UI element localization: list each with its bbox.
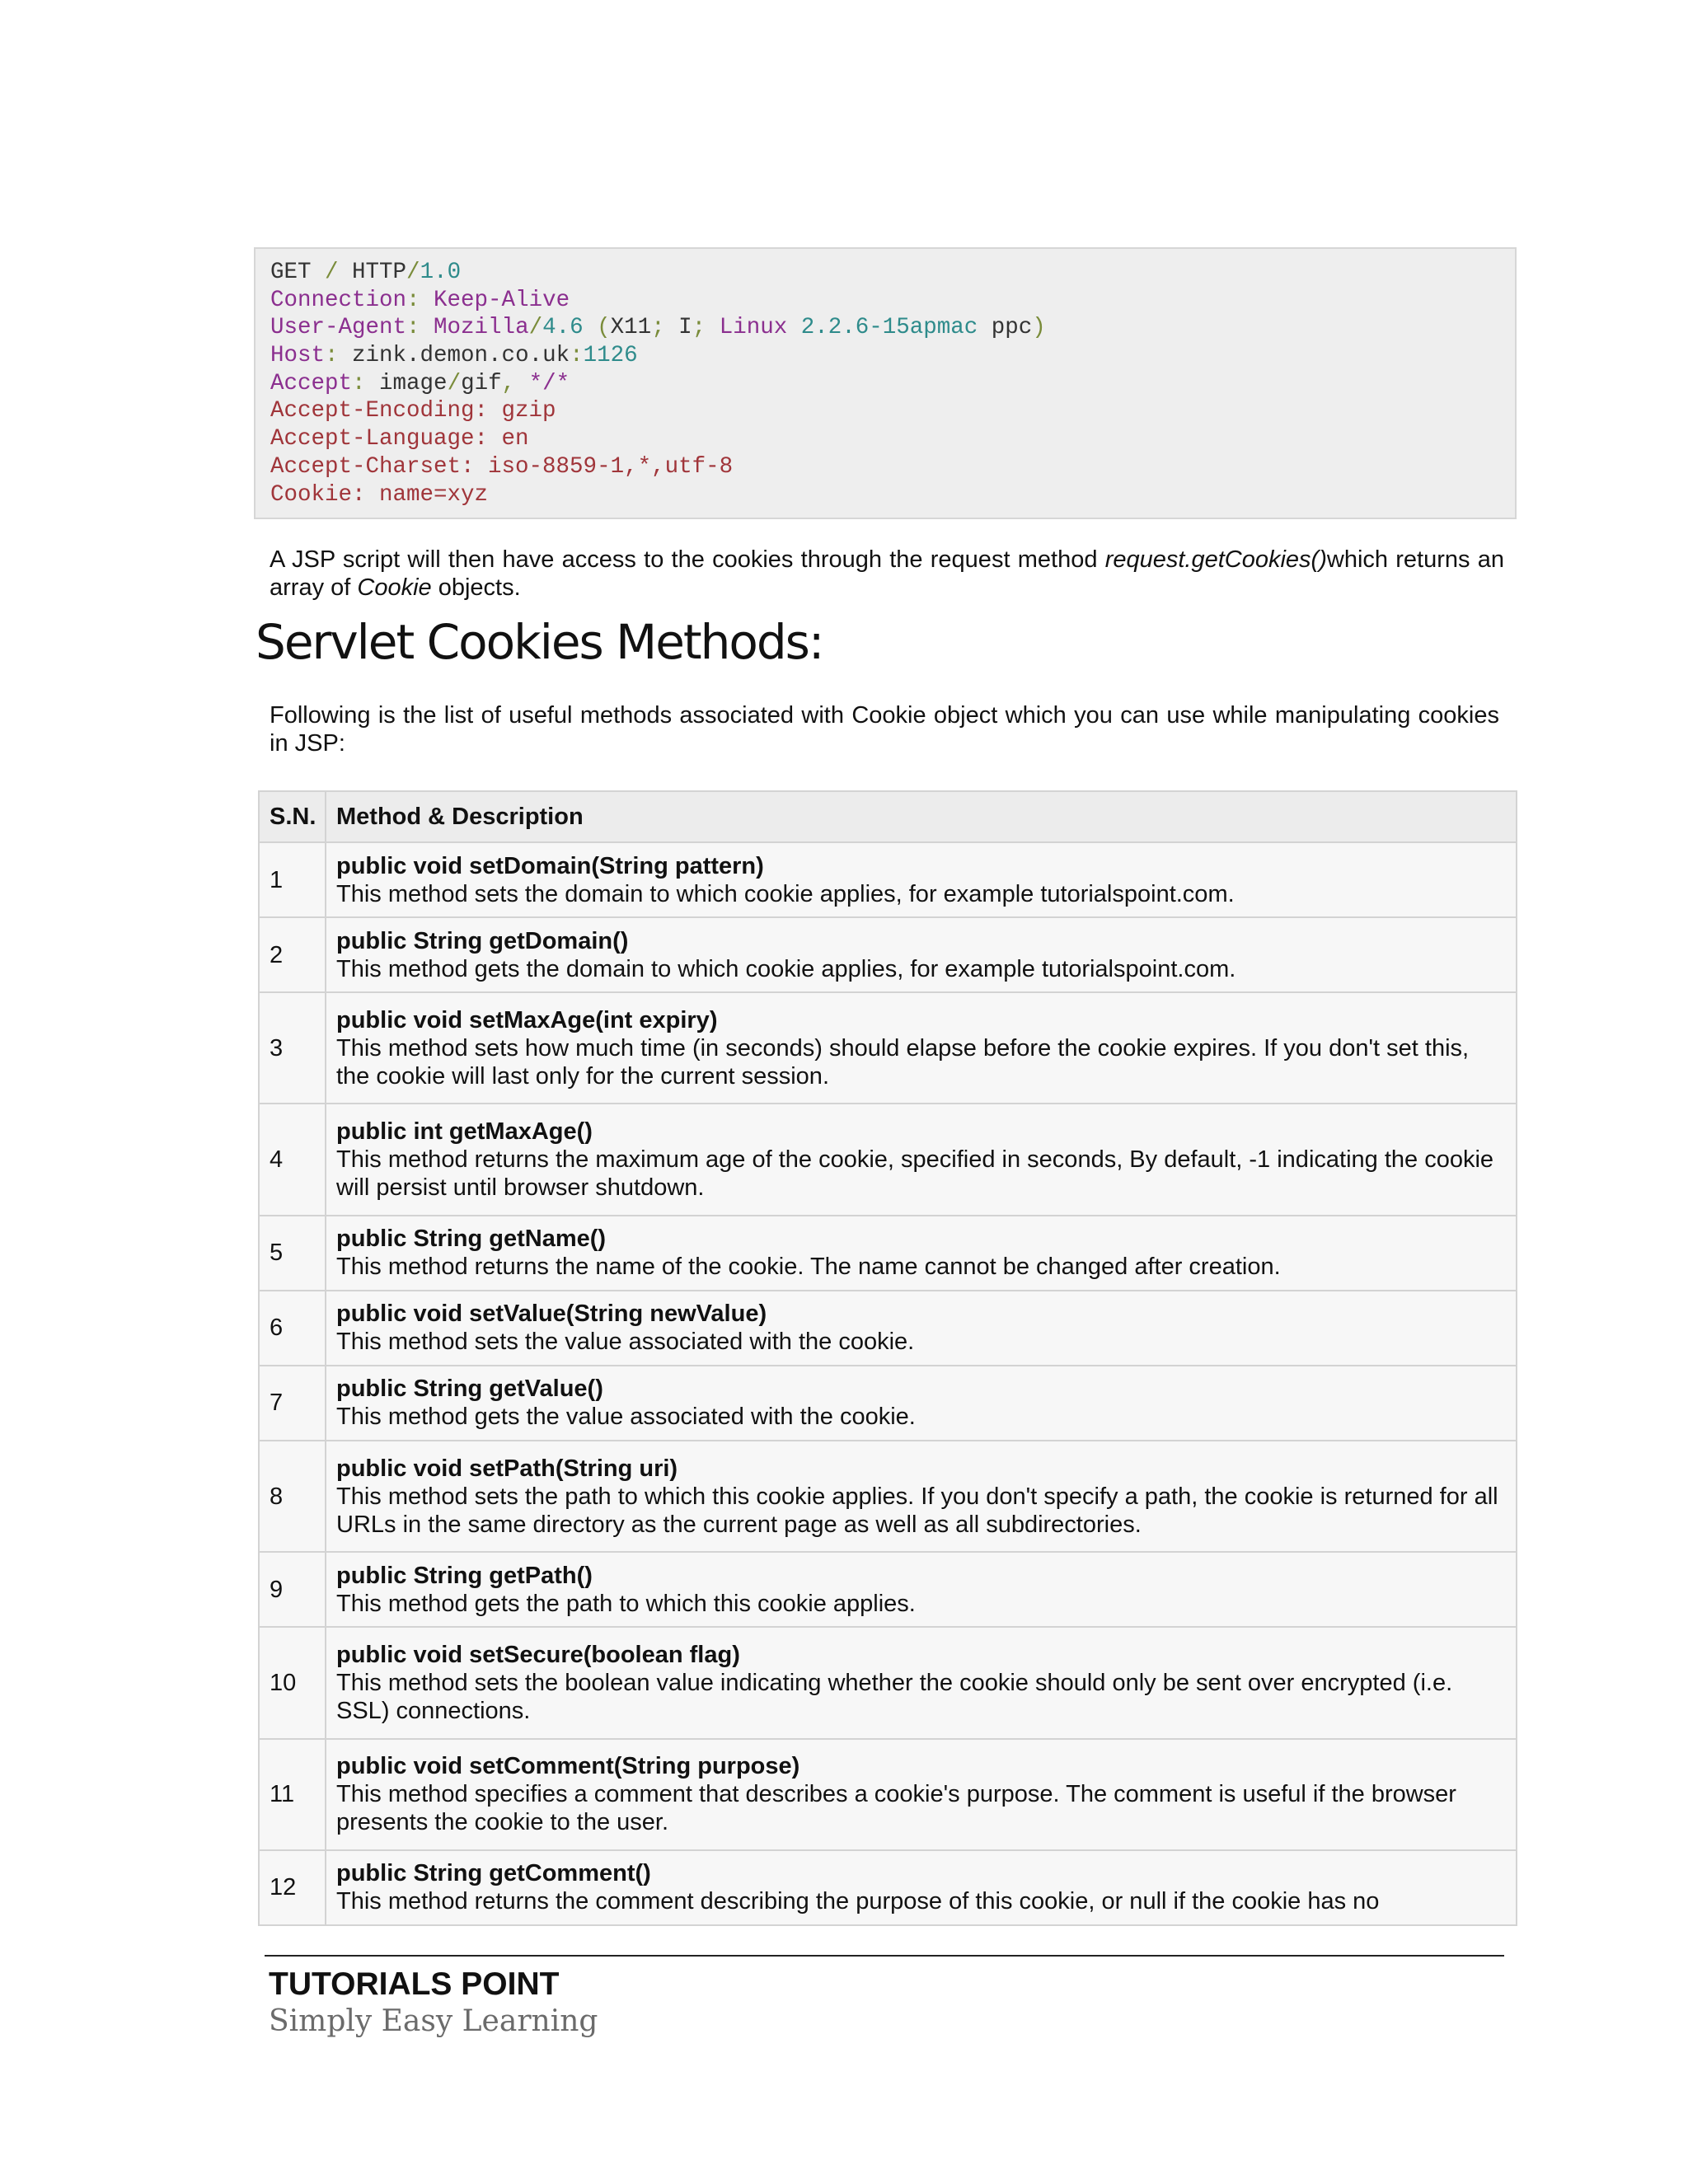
code-token: :: [325, 343, 353, 369]
table-row: [259, 1627, 1517, 1738]
header-sn: S.N.: [259, 791, 326, 842]
code-token: :: [406, 315, 434, 341]
method-description: This method gets the domain to which cookie applies, for example tutorialspoint.com.: [336, 955, 1236, 982]
table-row: [259, 1739, 1517, 1850]
row-method-cell: [326, 842, 1517, 917]
row-method-cell: [326, 1739, 1517, 1850]
method-signature: public void setSecure(boolean flag): [336, 1641, 740, 1668]
method-description: This method gets the path to which this cookie applies.: [336, 1590, 916, 1617]
method-description: This method returns the maximum age of the cookie, specified in seconds, By default, -1 indicating the cookie will persist until browser shutdown.: [336, 1146, 1494, 1202]
intro-paragraph: [270, 546, 1504, 602]
code-line: [270, 481, 1500, 509]
row-sn: 5: [259, 1216, 326, 1291]
row-sn: 1: [259, 842, 326, 917]
table-row: [259, 842, 1517, 917]
code-token: Accept: [270, 370, 353, 396]
method-signature: public int getMaxAge(): [336, 1118, 593, 1146]
row-sn: 3: [259, 992, 326, 1104]
row-method-cell: [326, 1291, 1517, 1366]
code-token: Linux: [719, 315, 788, 341]
row-method-cell: [326, 917, 1517, 992]
code-token: User-Agent: [270, 315, 407, 341]
row-method-cell: [326, 1216, 1517, 1291]
code-token: :: [352, 370, 380, 396]
method-description: This method sets the domain to which cookie applies, for example tutorialspoint.com.: [336, 880, 1235, 907]
code-token: ,: [501, 370, 529, 396]
row-method-cell: [326, 992, 1517, 1104]
row-method-cell: [326, 1104, 1517, 1215]
code-token: Host: [270, 343, 326, 369]
code-token: /: [406, 260, 420, 285]
row-sn: 11: [259, 1739, 326, 1850]
code-token: /: [528, 315, 543, 341]
table-row: [259, 1441, 1517, 1552]
code-line: [270, 397, 1500, 425]
code-token: Connection: [270, 287, 407, 313]
code-token: gif: [461, 370, 502, 396]
method-description: This method returns the comment describing the purpose of this cookie, or null if the cookie has no: [336, 1888, 1380, 1915]
method-signature: public void setValue(String newValue): [336, 1301, 767, 1328]
code-line: [270, 342, 1500, 370]
row-sn: 2: [259, 917, 326, 992]
table-row: [259, 992, 1517, 1104]
method-signature: public void setComment(String purpose): [336, 1753, 800, 1780]
code-line: [270, 370, 1500, 398]
code-token: :: [570, 343, 584, 369]
http-request-code-block: [254, 247, 1517, 519]
footer-tagline: Simply Easy Learning: [269, 2004, 598, 2038]
code-token: ppc: [978, 315, 1033, 341]
row-sn: 8: [259, 1441, 326, 1552]
method-description: This method specifies a comment that describes a cookie's purpose. The comment is useful if the browser presents the cookie to the user.: [336, 1781, 1456, 1836]
code-token: Keep-Alive: [434, 287, 570, 313]
method-signature: public String getComment(): [336, 1860, 651, 1887]
intro-object-name: Cookie: [357, 574, 432, 601]
table-row: [259, 1104, 1517, 1215]
code-token: ): [1032, 315, 1046, 341]
method-signature: public String getDomain(): [336, 927, 629, 954]
code-token: [787, 315, 801, 340]
intro-text-middle: which returns an array of: [270, 546, 1504, 601]
code-token: /: [311, 260, 353, 285]
code-token: 2.2.6-15apmac: [800, 315, 978, 341]
code-token: HTTP: [352, 260, 407, 285]
row-method-cell: [326, 1366, 1517, 1441]
method-signature: public void setPath(String uri): [336, 1455, 678, 1482]
code-token: ;: [692, 315, 720, 341]
code-token: Accept-Language: en: [270, 426, 529, 452]
table-header-row: [259, 791, 1517, 842]
code-token: Accept-Encoding: gzip: [270, 398, 556, 424]
method-signature: public String getPath(): [336, 1562, 593, 1589]
table-row: [259, 1216, 1517, 1291]
code-line: [270, 453, 1500, 481]
method-description: This method gets the value associated with the cookie.: [336, 1404, 916, 1431]
row-method-cell: [326, 1627, 1517, 1738]
code-token: :: [406, 287, 434, 313]
row-method-cell: [326, 1552, 1517, 1627]
row-method-cell: [326, 1441, 1517, 1552]
methods-table-body: [259, 842, 1517, 1925]
intro-text-before: A JSP script will then have access to the cookies through the request method: [270, 546, 1105, 573]
table-row: [259, 1850, 1517, 1925]
code-line: [270, 259, 1500, 287]
code-token: Accept-Charset: iso-8859-1,*,utf-8: [270, 453, 734, 480]
code-token: /: [447, 370, 462, 396]
intro-method-name: request.getCookies(): [1104, 546, 1327, 573]
method-signature: public void setDomain(String pattern): [336, 852, 764, 879]
footer-brand: TUTORIALS POINT: [269, 1966, 560, 2002]
table-row: [259, 917, 1517, 992]
row-method-cell: [326, 1850, 1517, 1925]
section-heading: Servlet Cookies Methods:: [256, 614, 823, 670]
method-signature: public String getValue(): [336, 1376, 603, 1403]
method-signature: public String getName(): [336, 1226, 607, 1253]
method-signature: public void setMaxAge(int expiry): [336, 1006, 718, 1033]
lead-paragraph: Following is the list of useful methods associated with Cookie object which you can use while manipulating cookies in JSP:: [270, 702, 1499, 757]
header-method-description: Method & Description: [326, 791, 1517, 842]
code-line: [270, 314, 1500, 342]
code-token: */*: [528, 370, 570, 396]
method-description: This method returns the name of the cookie. The name cannot be changed after creation.: [336, 1254, 1281, 1281]
method-description: This method sets how much time (in seconds) should elapse before the cookie expires. If you don't set this, the cookie will last only for the current session.: [336, 1034, 1470, 1090]
methods-table: [258, 790, 1517, 1926]
code-line: [270, 287, 1500, 315]
code-token: zink.demon.co.uk: [352, 343, 570, 369]
table-row: [259, 1291, 1517, 1366]
method-description: This method sets the value associated with the cookie.: [336, 1329, 915, 1356]
code-token: X11: [610, 315, 652, 341]
code-token: GET: [270, 260, 312, 285]
row-sn: 12: [259, 1850, 326, 1925]
row-sn: 10: [259, 1627, 326, 1738]
intro-text-after: objects.: [431, 574, 521, 601]
code-line: [270, 425, 1500, 453]
code-token: ;: [651, 315, 679, 341]
table-row: [259, 1366, 1517, 1441]
row-sn: 4: [259, 1104, 326, 1215]
code-token: Mozilla: [434, 315, 529, 341]
method-description: This method sets the path to which this cookie applies. If you don't specify a path, the cookie is returned for all URLs in the same directory as the current page as well as all subdirectories.: [336, 1483, 1498, 1538]
table-row: [259, 1552, 1517, 1627]
code-token: I: [678, 315, 692, 341]
method-description: This method sets the boolean value indicating whether the cookie should only be sent over encrypted (i.e. SSL) connections.: [336, 1669, 1453, 1724]
code-token: Cookie: name=xyz: [270, 481, 489, 508]
footer-divider: [265, 1955, 1504, 1957]
code-token: image: [379, 370, 448, 396]
row-sn: 9: [259, 1552, 326, 1627]
code-token: 1.0: [420, 260, 462, 285]
row-sn: 7: [259, 1366, 326, 1441]
code-token: (: [583, 315, 611, 341]
code-token: 1126: [583, 343, 638, 369]
code-token: 4.6: [542, 315, 584, 341]
row-sn: 6: [259, 1291, 326, 1366]
